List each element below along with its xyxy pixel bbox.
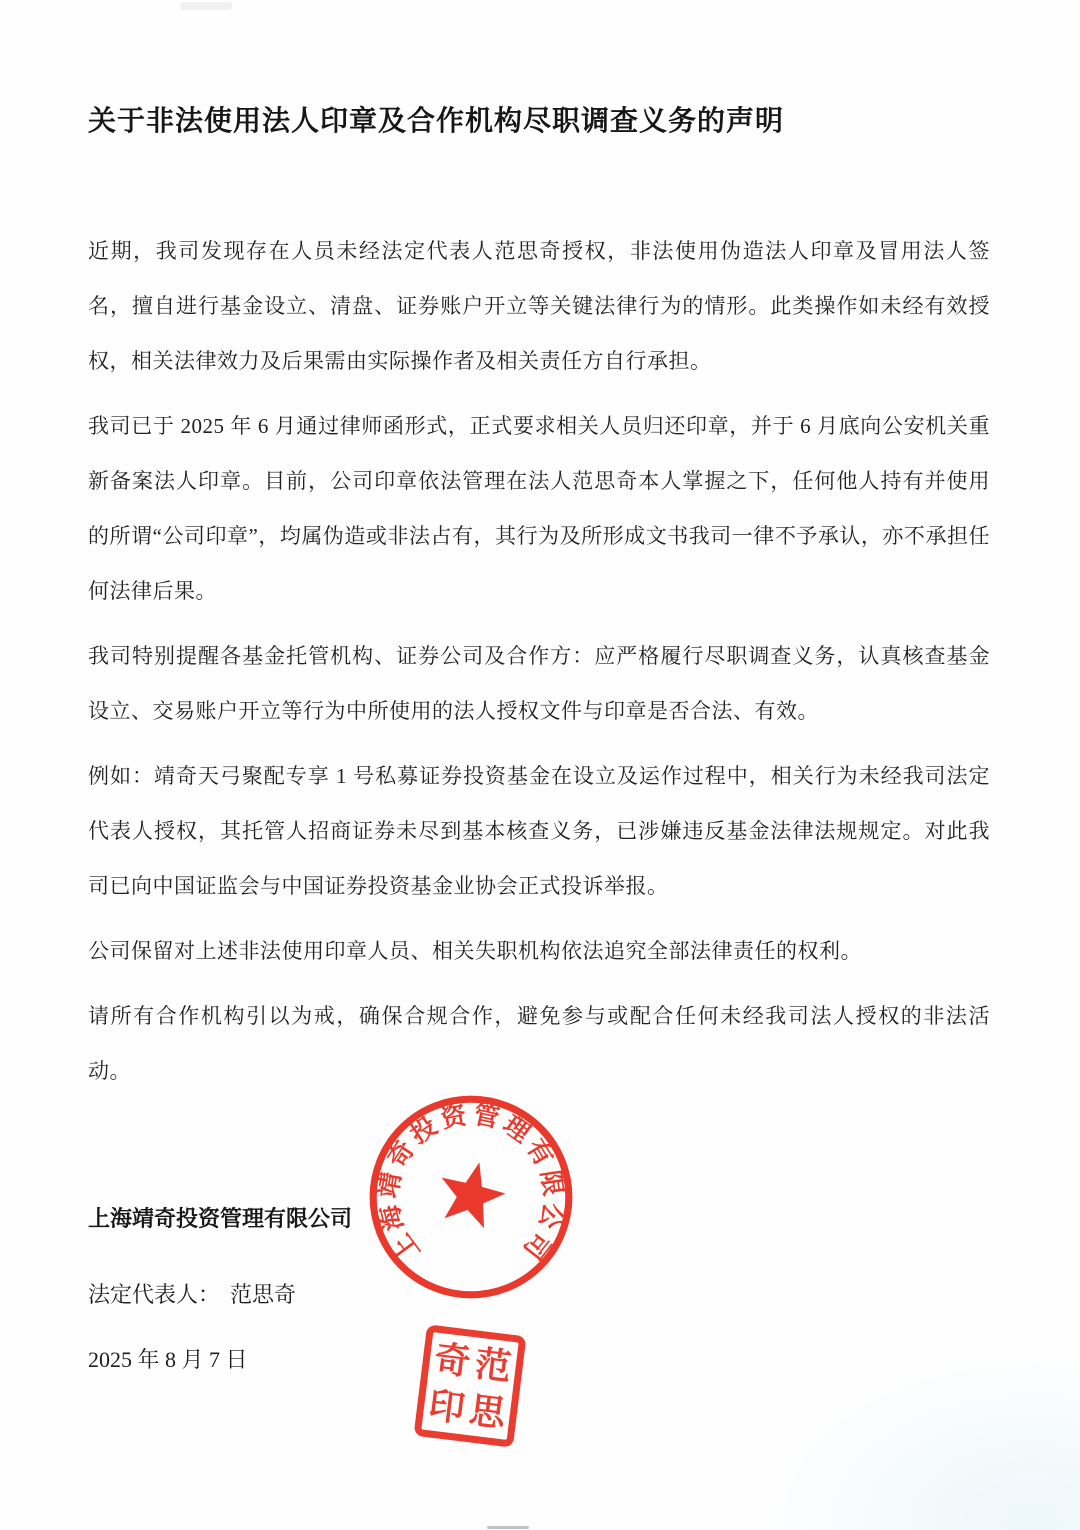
- paragraph-5: 公司保留对上述非法使用印章人员、相关失职机构依法追究全部法律责任的权利。: [88, 939, 862, 963]
- personal-seal-char-fan: 范: [472, 1343, 514, 1388]
- scan-tint-artifact: [760, 1350, 1080, 1530]
- paragraph-3: 我司特别提醒各基金托管机构、证券公司及合作方：应严格履行尽职调查义务，认真核查基金设立、交易账户开立等行为中所使用的法人授权文件与印章是否合法、有效。: [88, 644, 990, 723]
- legal-rep-name: 范思奇: [230, 1282, 297, 1307]
- document-body: [88, 0, 990, 1376]
- paragraph-6: 请所有合作机构引以为戒，确保合规合作，避免参与或配合任何未经我司法人授权的非法活动。: [88, 1004, 990, 1083]
- signature-company-name: 上海靖奇投资管理有限公司: [88, 1206, 353, 1231]
- personal-seal-char-yin: 印: [426, 1384, 468, 1429]
- document-content: [88, 224, 990, 1099]
- legal-rep-label: 法定代表人：: [88, 1282, 221, 1307]
- legal-representative-line: [88, 1279, 990, 1311]
- company-seal-text: 上海靖奇投资管理有限公司: [374, 1100, 568, 1268]
- document-title: 关于非法使用法人印章及合作机构尽职调查义务的声明: [88, 105, 785, 136]
- personal-seal-char-qi: 奇: [432, 1338, 473, 1383]
- paragraph-4: 例如：靖奇天弓聚配专享 1 号私募证券投资基金在设立及运作过程中，相关行为未经我司法定代表人授权，其托管人招商证券未尽到基本核查义务，已涉嫌违反基金法律法规规定。对此我司已向中国证监会与中国证券投资基金业协会正式投诉举报。: [88, 764, 990, 898]
- paragraph-2: 我司已于 2025 年 6 月通过律师函形式，正式要求相关人员归还印章，并于 6 月底向公安机关重新备案法人印章。目前，公司印章依法管理在法人范思奇本人掌握之下，任何他人持有并使用的所谓“公司印章”，均属伪造或非法占有，其行为及所形成文书我司一律不予承认，亦不承担任何法律后果。: [88, 414, 990, 603]
- personal-seal-char-si: 思: [467, 1389, 508, 1434]
- scan-smudge-bottom: [487, 1526, 529, 1529]
- paragraph-1: 近期，我司发现存在人员未经法定代表人范思奇授权，非法使用伪造法人印章及冒用法人签名，擅自进行基金设立、清盘、证券账户开立等关键法律行为的情形。此类操作如未经有效授权，相关法律效力及后果需由实际操作者及相关责任方自行承担。: [88, 239, 990, 373]
- signature-date: 2025 年 8 月 7 日: [88, 1347, 248, 1372]
